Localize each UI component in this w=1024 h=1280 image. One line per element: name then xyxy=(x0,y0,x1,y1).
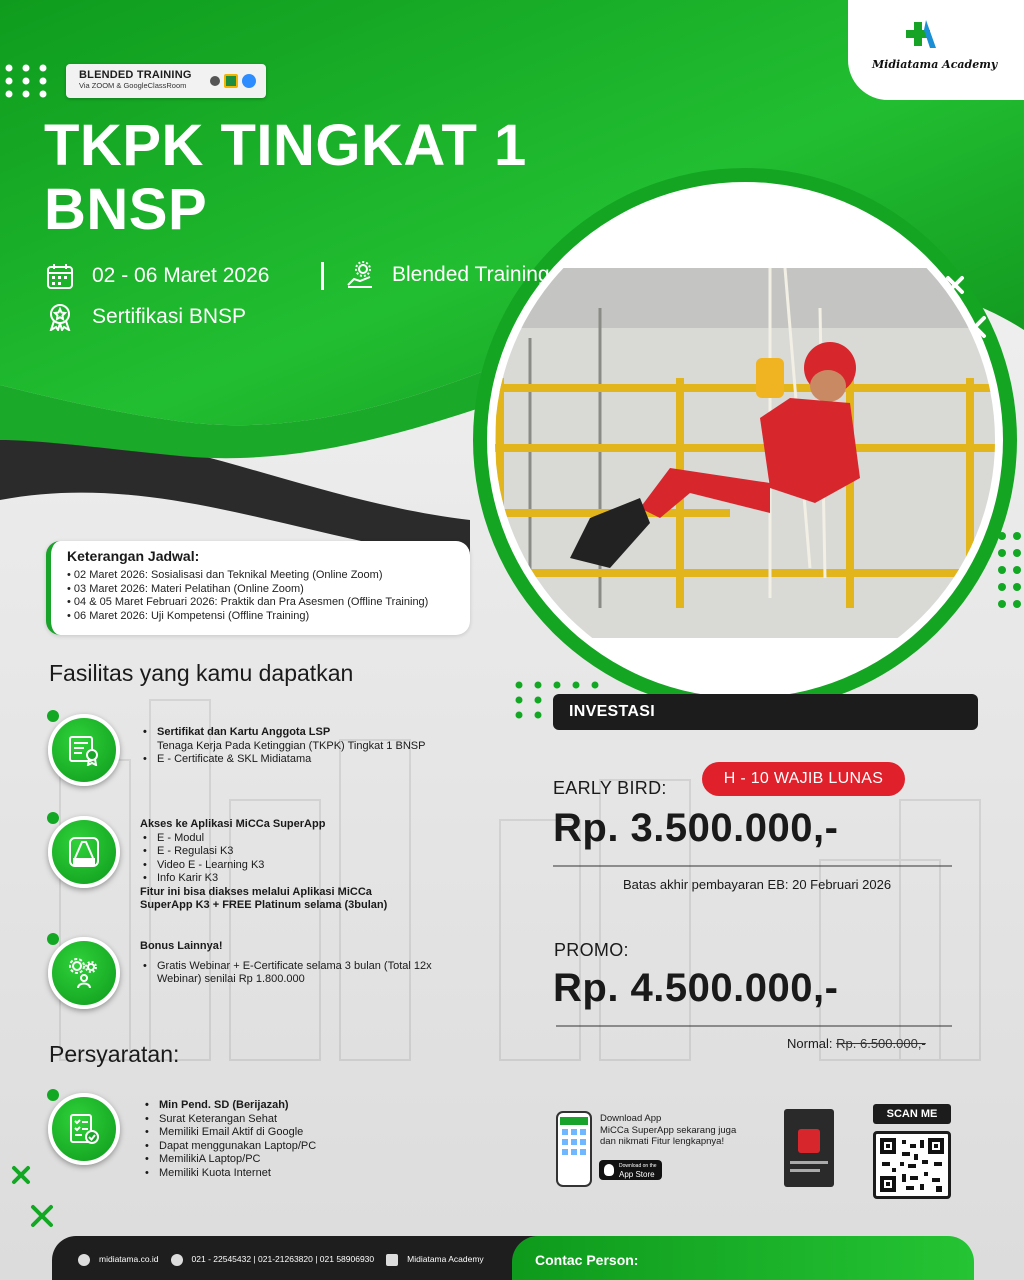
app-store-button[interactable] xyxy=(599,1160,662,1180)
date-text: 02 - 06 Maret 2026 xyxy=(92,264,270,287)
payment-deadline-badge: H - 10 WAJIB LUNAS xyxy=(702,762,905,796)
schedule-item: • 04 & 05 Maret Februari 2026: Praktik dan Pra Asesmen (Offline Training) xyxy=(67,596,470,610)
requirements-heading: Persyaratan: xyxy=(49,1041,180,1067)
requirement-item: • MemilikiA Laptop/PC xyxy=(142,1153,316,1167)
midiatama-logo[interactable] xyxy=(848,0,1024,100)
app-screen xyxy=(558,1113,590,1185)
requirement-item: • Dapat menggunakan Laptop/PC xyxy=(142,1140,316,1154)
web-icon xyxy=(78,1254,90,1266)
mode-text: Blended Training xyxy=(392,263,550,286)
facility-item: • E - Regulasi K3 xyxy=(140,845,387,859)
requirements-circle xyxy=(48,1093,120,1165)
certification-text: Sertifikasi BNSP xyxy=(92,305,247,328)
normal-label: Normal: xyxy=(787,1036,833,1051)
page-title xyxy=(44,114,604,242)
google-classroom-icon xyxy=(224,74,238,88)
store-small: Download on the xyxy=(619,1163,657,1169)
card-line xyxy=(790,1161,828,1164)
facilities-heading: Fasilitas yang kamu dapatkan xyxy=(49,660,354,686)
early-bird-label: EARLY BIRD: xyxy=(553,778,667,798)
phone-mockup xyxy=(556,1111,592,1187)
training-icon xyxy=(346,261,374,289)
schedule-card xyxy=(46,541,470,635)
phone-numbers: 021 - 22545432 | 021-21263820 | 021 58906930 xyxy=(191,1254,375,1264)
classroom-icon xyxy=(210,76,220,86)
requirements-list xyxy=(142,1099,316,1180)
download-title: Download App xyxy=(600,1113,662,1124)
download-desc: dan nikmati Fitur lengkapnya! xyxy=(600,1136,725,1147)
qr-code[interactable] xyxy=(873,1131,951,1199)
store-name: App Store xyxy=(619,1170,655,1179)
facility-item: • Sertifikat dan Kartu Anggota LSP xyxy=(140,726,425,740)
facility-item: • Gratis Webinar + E-Certificate selama 3 bulan (Total 12x xyxy=(140,960,432,974)
certificate-icon xyxy=(68,734,100,766)
award-icon xyxy=(46,303,74,331)
facility-item: • Video E - Learning K3 xyxy=(140,859,387,873)
info-separator xyxy=(321,262,324,290)
normal-price-row xyxy=(787,1036,926,1051)
phone-icon xyxy=(171,1254,183,1266)
facility-item: • E - Certificate & SKL Midiatama xyxy=(140,753,425,767)
requirement-item: • Surat Keterangan Sehat xyxy=(142,1113,316,1127)
app-icon xyxy=(68,836,100,868)
checklist-icon xyxy=(68,1113,100,1145)
schedule-title: Keterangan Jadwal: xyxy=(67,548,200,564)
early-bird-price: Rp. 3.500.000,- xyxy=(553,806,839,850)
facility-group-2 xyxy=(140,818,387,913)
avatar xyxy=(798,1129,820,1153)
youtube-icon xyxy=(386,1254,398,1266)
calendar-icon xyxy=(46,262,74,290)
youtube-channel[interactable]: Midiatama Academy xyxy=(407,1254,484,1264)
download-app-text xyxy=(600,1113,770,1148)
schedule-item: • 03 Maret 2026: Materi Pelatihan (Online Zoom) xyxy=(67,583,470,597)
requirement-item: • Memiliki Email Aktif di Google xyxy=(142,1126,316,1140)
training-photo xyxy=(470,268,1010,638)
early-bird-deadline: Batas akhir pembayaran EB: 20 Februari 2026 xyxy=(623,877,892,892)
badge-subtitle: Via ZOOM & GoogleClassRoom xyxy=(79,81,187,90)
facility-heading: Akses ke Aplikasi MiCCa SuperApp xyxy=(140,818,326,830)
facility-note: SuperApp K3 + FREE Platinum selama (3bulan) xyxy=(140,899,388,911)
facility-item-cont: Webinar) senilai Rp 1.800.000 xyxy=(157,973,305,985)
facility-circle-2 xyxy=(48,816,120,888)
footer-contact-bar xyxy=(52,1236,572,1280)
normal-price: Rp. 6.500.000,- xyxy=(836,1036,926,1051)
promo-label: PROMO: xyxy=(554,940,629,960)
title-line-1: TKPK TINGKAT 1 xyxy=(44,113,527,178)
facility-circle-1 xyxy=(48,714,120,786)
date-row xyxy=(46,262,269,290)
gears-user-icon xyxy=(68,957,100,989)
card-line xyxy=(790,1169,820,1172)
download-desc: MiCCa SuperApp sekarang juga xyxy=(600,1124,737,1136)
facility-circle-3 xyxy=(48,937,120,1009)
facility-heading: Bonus Lainnya! xyxy=(140,940,223,952)
scan-me-label: SCAN ME xyxy=(873,1104,951,1124)
title-line-2: BNSP xyxy=(44,177,208,242)
qr-pattern xyxy=(876,1134,948,1196)
contact-person-bar: Contac Person: xyxy=(512,1236,974,1280)
schedule-item: • 06 Maret 2026: Uji Kompetensi (Offline Training) xyxy=(67,610,470,624)
facility-group-1 xyxy=(140,726,425,767)
requirement-item: • Min Pend. SD (Berijazah) xyxy=(142,1099,316,1113)
bullet-dot xyxy=(47,1089,59,1101)
facility-item: • E - Modul xyxy=(140,832,387,846)
blended-training-badge xyxy=(66,64,266,98)
apple-icon xyxy=(604,1164,614,1176)
zoom-icon xyxy=(242,74,256,88)
schedule-item: • 02 Maret 2026: Sosialisasi dan Teknikal Meeting (Online Zoom) xyxy=(67,569,470,583)
requirement-item: • Memiliki Kuota Internet xyxy=(142,1167,316,1181)
website-link[interactable]: midiatama.co.id xyxy=(99,1254,159,1264)
logo-text: Midiatama Academy xyxy=(872,58,998,71)
member-card xyxy=(784,1109,834,1187)
bullet-dot xyxy=(47,710,59,722)
investment-bar: INVESTASI xyxy=(553,694,978,730)
badge-title: BLENDED TRAINING xyxy=(79,69,192,81)
medical-cross-a-icon xyxy=(906,18,936,50)
promo-price: Rp. 4.500.000,- xyxy=(553,966,839,1010)
facility-item: • Info Karir K3 xyxy=(140,872,387,886)
bullet-dot xyxy=(47,933,59,945)
facility-group-3 xyxy=(140,940,432,987)
facility-note: Fitur ini bisa diakses melalui Aplikasi MiCCa xyxy=(140,885,372,898)
certification-row xyxy=(46,303,246,331)
bullet-dot xyxy=(47,812,59,824)
facility-subtext: Tenaga Kerja Pada Ketinggian (TKPK) Tingkat 1 BNSP xyxy=(157,739,426,752)
